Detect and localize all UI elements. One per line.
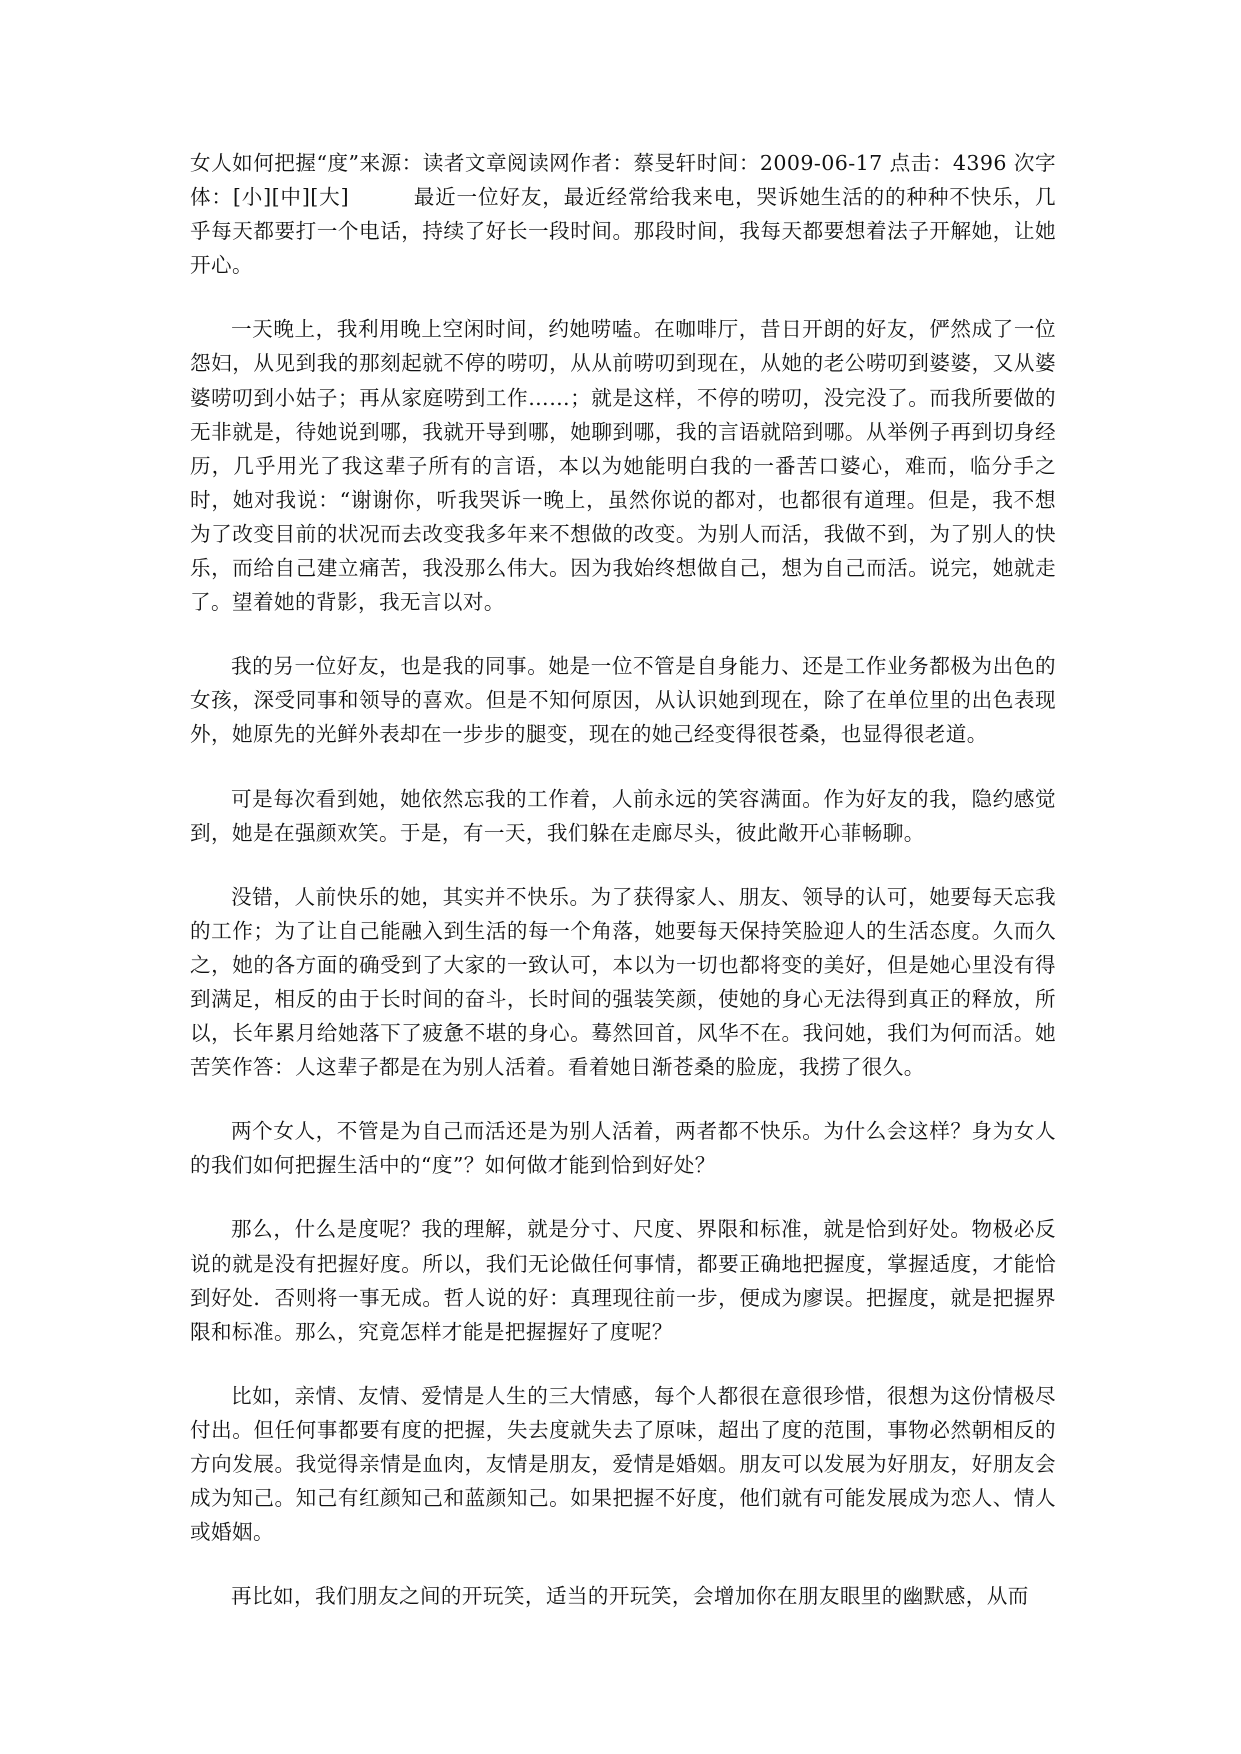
article-paragraph-3: 可是每次看到她，她依然忘我的工作着，人前永远的笑容满面。作为好友的我，隐约感觉到，她是在强颜欢笑。于是，有一天，我们躲在走廊尽头，彼此敞开心菲畅聊。 [190, 786, 1056, 845]
article-paragraph-5: 两个女人，不管是为自己而活还是为别人活着，两者都不快乐。为什么会这样？身为女人的我们如何把握生活中的“度”？如何做才能到恰到好处？ [190, 1119, 1056, 1178]
article-paragraph-4: 没错，人前快乐的她，其实并不快乐。为了获得家人、朋友、领导的认可，她要每天忘我的工作；为了让自己能融入到生活的每一个角落，她要每天保持笑脸迎人的生活态度。久而久之，她的各方面的确受到了大家的一致认可，本以为一切也都将变的美好，但是她心里没有得到满足，相反的由于长时间的奋斗，长时间的强装笑颜，使她的身心无法得到真正的释放，所以，长年累月给她落下了疲惫不堪的身心。蓦然回首，风华不在。我问她，我们为何而活。她苦笑作答：人这辈子都是在为别人活着。看着她日渐苍桑的脸庞，我捞了很久。 [190, 884, 1056, 1080]
article-body [190, 146, 1056, 1643]
article-paragraph-8: 再比如，我们朋友之间的开玩笑，适当的开玩笑，会增加你在朋友眼里的幽默感，从而 [231, 1584, 1029, 1609]
article-paragraph-6: 那么，什么是度呢？我的理解，就是分寸、尺度、界限和标准，就是恰到好处。物极必反说的就是没有把握好度。所以，我们无论做任何事情，都要正确地把握度，掌握适度，才能恰到好处．否则将一事无成。哲人说的好：真理现往前一步，便成为廖误。把握度，就是把握界限和标准。那么，究竟怎样才能是把握握好了度呢？ [190, 1217, 1056, 1344]
article-paragraph-2: 我的另一位好友，也是我的同事。她是一位不管是自身能力、还是工作业务都极为出色的女孩，深受同事和领导的喜欢。但是不知何原因，从认识她到现在，除了在单位里的出色表现外，她原先的光鲜外表却在一步步的腿变，现在的她己经变得很苍桑，也显得很老道。 [190, 654, 1056, 747]
article-paragraph-7: 比如，亲情、友情、爱情是人生的三大情感，每个人都很在意很珍惜，很想为这份情极尽付出。但任何事都要有度的把握，失去度就失去了原味，超出了度的范围，事物必然朝相反的方向发展。我觉得亲情是血肉，友情是朋友，爱情是婚姻。朋友可以发展为好朋友，好朋友会成为知己。知己有红颜知己和蓝颜知己。如果把握不好度，他们就有可能发展成为恋人、情人或婚姻。 [190, 1383, 1056, 1545]
article-paragraph-1: 一天晚上，我利用晚上空闲时间，约她唠嗑。在咖啡厅，昔日开朗的好友，俨然成了一位怨妇，从见到我的那刻起就不停的唠叨，从从前唠叨到现在，从她的老公唠叨到婆婆，又从婆婆唠叨到小姑子；再从家庭唠到工作……；就是这样，不停的唠叨，没完没了。而我所要做的无非就是，待她说到哪，我就开导到哪，她聊到哪，我的言语就陪到哪。从举例子再到切身经历，几乎用光了我这辈子所有的言语，本以为她能明白我的一番苦口婆心，难而，临分手之时，她对我说：“谢谢你，听我哭诉一晚上，虽然你说的都对，也都很有道理。但是，我不想为了改变目前的状况而去改变我多年来不想做的改变。为别人而活，我做不到，为了别人的快乐，而给自己建立痛苦，我没那么伟大。因为我始终想做自己，想为自己而活。说完，她就走了。望着她的背影，我无言以对。 [190, 317, 1056, 615]
article-header-paragraph: 女人如何把握“度”来源：读者文章阅读网作者：蔡旻轩时间：2009-06-17 点击：4396 次字体：[小][中][大] 最近一位好友，最近经常给我来电，哭诉她生活的的种种不快乐，几乎每天都要打一个电话，持续了好长一段时间。那段时间，我每天都要想着法子开解她，让她开心。 [190, 151, 1056, 278]
